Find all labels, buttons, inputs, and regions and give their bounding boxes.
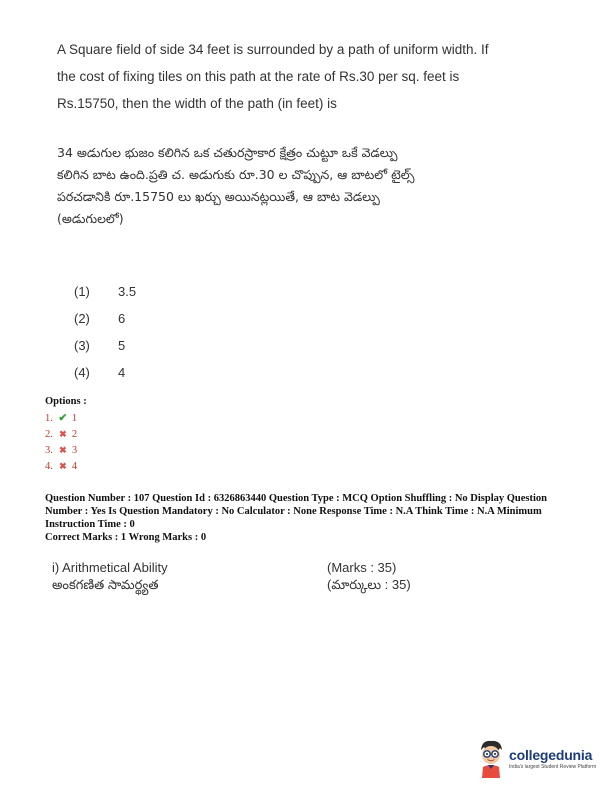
choice-value: 4 [118, 365, 126, 380]
question-line: A Square field of side 34 feet is surrounded by a path of uniform width. If [57, 42, 489, 57]
option-value: 2 [71, 428, 78, 440]
choice-3 [74, 332, 136, 359]
meta-line: Number : Yes Is Question Mandatory : No Calculator : None Response Time : N.A Think Time : N.A Minimum [45, 506, 542, 517]
options-block [45, 396, 87, 474]
option-value: 4 [71, 460, 78, 472]
question-line-telugu: (అడుగులలో) [57, 211, 124, 226]
choice-2 [74, 305, 136, 332]
option-label: 3. [45, 444, 53, 456]
meta-line: Correct Marks : 1 Wrong Marks : 0 [45, 532, 207, 543]
choice-number: (2) [74, 311, 90, 326]
choice-value: 6 [118, 311, 126, 326]
option-value: 3 [71, 444, 78, 456]
option-3 [45, 442, 87, 458]
choice-1 [74, 278, 136, 305]
cross-icon: ✖ [59, 444, 67, 455]
question-line-telugu: పరచడానికి రూ.15750 లు ఖర్చు అయినట్లయితే, ఆ బాట వెడల్పు [57, 189, 380, 204]
option-label: 4. [45, 460, 53, 472]
question-metadata [45, 492, 570, 544]
cross-icon: ✖ [59, 460, 67, 471]
mascot-icon [476, 738, 506, 778]
option-4 [45, 458, 87, 474]
section-marks-telugu: (మార్కులు : 35) [327, 577, 411, 592]
choice-number: (4) [74, 365, 90, 380]
question-line-telugu: 34 అడుగుల భుజం కలిగిన ఒక చతురస్రాకార క్షేత్రం చుట్టూ ఒకే వెడల్పు [57, 145, 398, 160]
option-label: 2. [45, 428, 53, 440]
logo-name: collegedunia [509, 746, 593, 763]
collegedunia-logo [476, 736, 601, 780]
choice-value: 3.5 [118, 284, 137, 299]
question-line-telugu: కలిగిన బాట ఉంది.ప్రతి చ. అడుగుకు రూ.30 ల చొప్పున, ఆ బాటలో టైల్స్ [57, 167, 415, 182]
cross-icon: ✖ [59, 428, 67, 439]
section-name-telugu: అంకగణిత సామర్థ్యత [52, 577, 159, 592]
option-label: 1. [45, 412, 53, 424]
choice-number: (3) [74, 338, 90, 353]
choice-number: (1) [74, 284, 90, 299]
choice-value: 5 [118, 338, 126, 353]
logo-tagline: India's largest Student Review Platform [509, 763, 597, 770]
check-icon: ✔ [58, 413, 68, 424]
meta-line: Instruction Time : 0 [45, 519, 135, 530]
question-english [57, 36, 527, 117]
section-marks: (Marks : 35) [327, 560, 397, 575]
answer-choices [74, 278, 136, 386]
choice-4 [74, 359, 136, 386]
meta-line: Question Number : 107 Question Id : 6326863440 Question Type : MCQ Option Shuffling : No Display Question [45, 493, 548, 504]
section-header [52, 558, 532, 596]
options-title: Options : [45, 396, 87, 407]
section-name: i) Arithmetical Ability [52, 560, 168, 575]
question-line: the cost of fixing tiles on this path at the rate of Rs.30 per sq. feet is [57, 69, 460, 84]
option-1 [45, 410, 87, 426]
question-line: Rs.15750, then the width of the path (in feet) is [57, 96, 337, 111]
option-2 [45, 426, 87, 442]
option-value: 1 [71, 412, 78, 424]
question-telugu [57, 142, 527, 230]
